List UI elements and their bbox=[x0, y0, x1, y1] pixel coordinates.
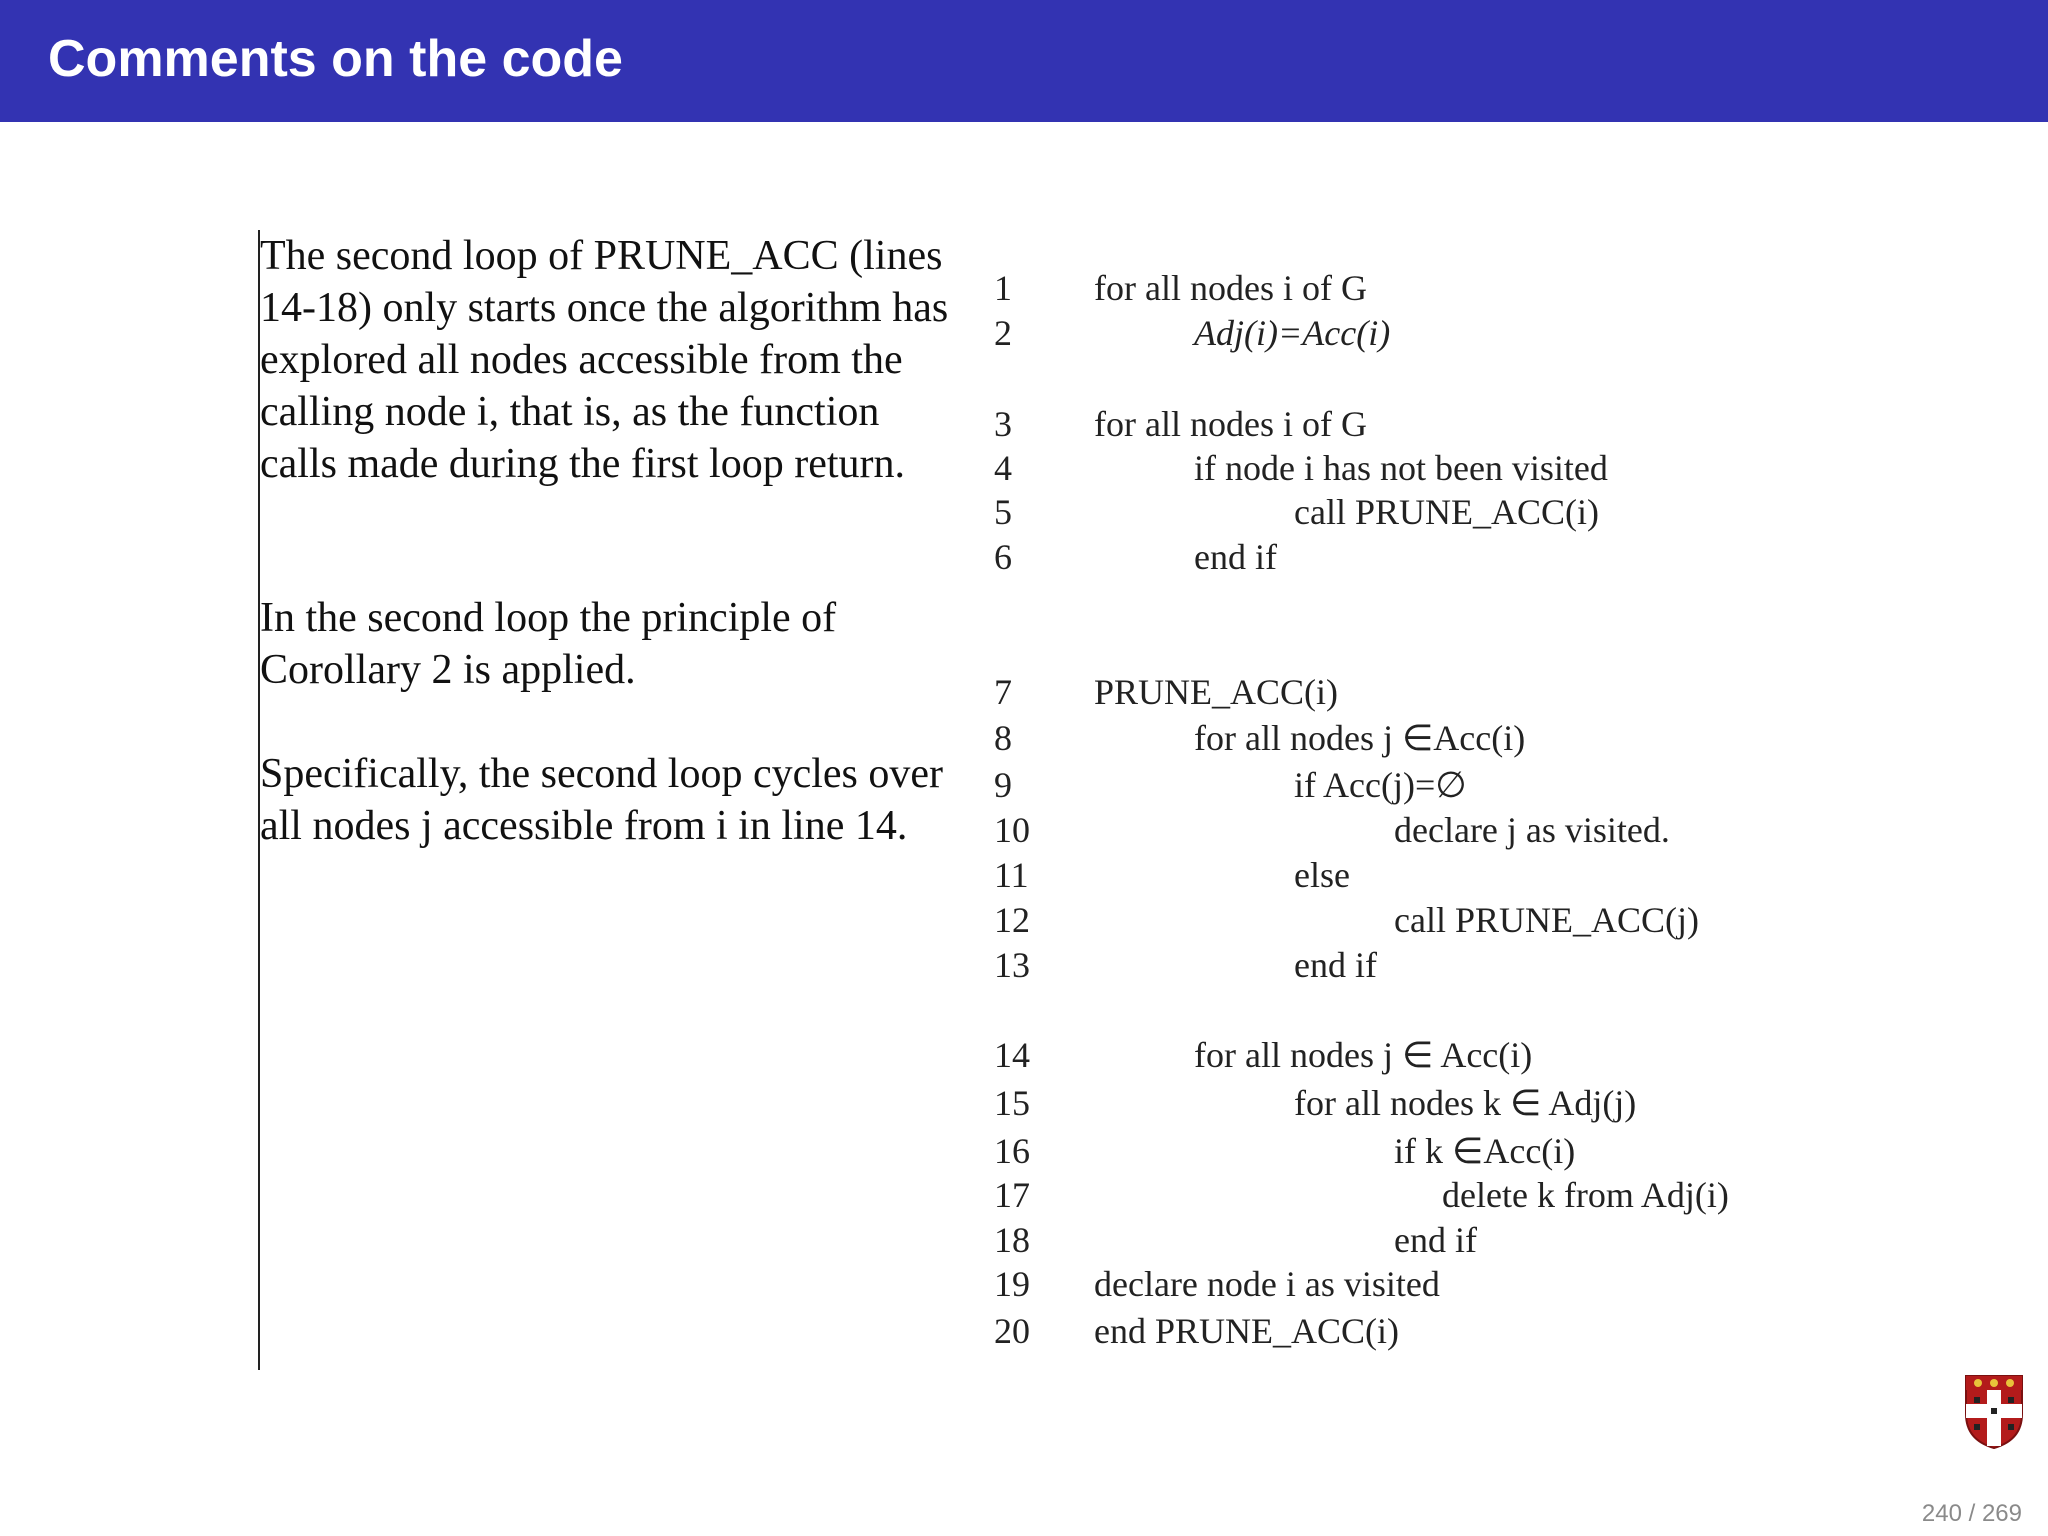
line-number: 7 bbox=[994, 672, 1012, 712]
code-text: if Acc(j)=∅ bbox=[1294, 765, 1467, 805]
line-number: 15 bbox=[994, 1083, 1030, 1123]
code-text: Adj(i)=Acc(i) bbox=[1194, 313, 1391, 353]
university-crest-icon bbox=[1964, 1374, 2024, 1450]
code-text: delete k from Adj(i) bbox=[1442, 1175, 1729, 1215]
line-number: 14 bbox=[994, 1035, 1030, 1075]
line-number: 5 bbox=[994, 492, 1012, 532]
comment-paragraph-2: In the second loop the principle of Corollary 2 is applied. bbox=[260, 595, 837, 693]
code-text: end PRUNE_ACC(i) bbox=[1094, 1311, 1399, 1351]
line-number: 19 bbox=[994, 1264, 1030, 1304]
code-line bbox=[258, 311, 1786, 355]
line-number: 2 bbox=[994, 313, 1012, 353]
line-number: 20 bbox=[994, 1311, 1030, 1351]
slide-image bbox=[258, 230, 1786, 1370]
code-line bbox=[258, 898, 1786, 942]
code-text: declare node i as visited bbox=[1094, 1264, 1440, 1304]
code-text: for all nodes i of G bbox=[1094, 404, 1367, 444]
code-line bbox=[258, 446, 1786, 490]
code-text: else bbox=[1294, 855, 1350, 895]
code-line bbox=[258, 1218, 1786, 1262]
line-number: 3 bbox=[994, 404, 1012, 444]
code-text: for all nodes i of G bbox=[1094, 268, 1367, 308]
code-line bbox=[258, 808, 1786, 852]
comment-paragraph-1: The second loop of PRUNE_ACC (lines 14-18) only starts once the algorithm has explored all nodes accessible from the calling node i, that is, as the function calls made during the first loop return. bbox=[260, 233, 949, 487]
line-number: 16 bbox=[994, 1131, 1030, 1171]
code-line bbox=[258, 763, 1786, 807]
code-line bbox=[258, 266, 1786, 310]
line-number: 11 bbox=[994, 855, 1029, 895]
line-number: 10 bbox=[994, 810, 1030, 850]
code-line bbox=[258, 1173, 1786, 1217]
code-line bbox=[258, 670, 1786, 714]
code-line bbox=[258, 535, 1786, 579]
line-number: 8 bbox=[994, 718, 1012, 758]
code-text: for all nodes j ∈Acc(i) bbox=[1194, 718, 1526, 758]
code-line bbox=[258, 1081, 1786, 1125]
pseudocode-listing bbox=[258, 230, 1786, 1370]
code-text: end if bbox=[1394, 1220, 1477, 1260]
code-text: end if bbox=[1194, 537, 1277, 577]
line-number: 4 bbox=[994, 448, 1012, 488]
code-line bbox=[258, 1033, 1786, 1077]
code-text: declare j as visited. bbox=[1394, 810, 1670, 850]
line-number: 1 bbox=[994, 268, 1012, 308]
slide-title: Comments on the code bbox=[48, 30, 623, 88]
code-text: call PRUNE_ACC(j) bbox=[1394, 900, 1699, 940]
line-number: 13 bbox=[994, 945, 1030, 985]
code-line bbox=[258, 943, 1786, 987]
code-text: if node i has not been visited bbox=[1194, 448, 1608, 488]
page-number: 240 / 269 bbox=[1921, 1500, 2022, 1527]
code-line bbox=[258, 716, 1786, 760]
code-text: if k ∈Acc(i) bbox=[1394, 1131, 1576, 1171]
code-text: for all nodes j ∈ Acc(i) bbox=[1194, 1035, 1533, 1075]
code-text: PRUNE_ACC(i) bbox=[1094, 672, 1339, 712]
code-text: end if bbox=[1294, 945, 1377, 985]
code-line bbox=[258, 1262, 1786, 1306]
line-number: 9 bbox=[994, 765, 1012, 805]
comment-paragraph-3: Specifically, the second loop cycles over all nodes j accessible from i in line 14. bbox=[260, 751, 944, 849]
code-line bbox=[258, 1129, 1786, 1173]
code-text: call PRUNE_ACC(i) bbox=[1294, 492, 1599, 532]
code-line bbox=[258, 490, 1786, 534]
code-line bbox=[258, 1309, 1786, 1353]
line-number: 12 bbox=[994, 900, 1030, 940]
code-line bbox=[258, 853, 1786, 897]
title-bar bbox=[0, 0, 2048, 122]
line-number: 17 bbox=[994, 1175, 1030, 1215]
code-text: for all nodes k ∈ Adj(j) bbox=[1294, 1083, 1637, 1123]
code-line bbox=[258, 402, 1786, 446]
line-number: 6 bbox=[994, 537, 1012, 577]
line-number: 18 bbox=[994, 1220, 1030, 1260]
